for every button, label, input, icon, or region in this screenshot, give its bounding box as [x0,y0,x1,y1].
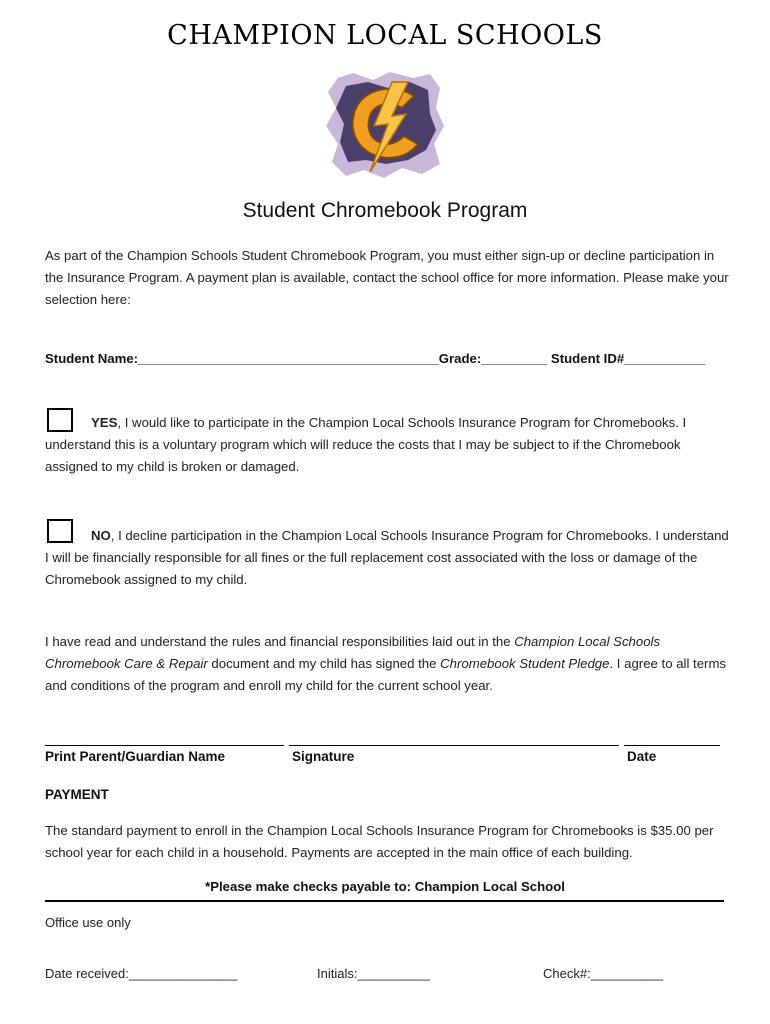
no-description: , I decline participation in the Champion Local Schools Insurance Program for Chromebooks. I understand I will be financially responsible for all fines or the full replacement cost associated with the loss or damage of the Chromebook assigned to my child. [45,528,729,587]
date-line[interactable] [624,745,720,746]
agreement-paragraph [45,631,735,697]
intro-paragraph: As part of the Champion Schools Student Chromebook Program, you must either sign-up or decline participation in the Insurance Program. A payment plan is available, contact the school office for more information. Please make your selection here: [45,248,729,307]
agreement-text-1: I have read and understand the rules and financial responsibilities laid out in the [45,634,515,649]
payment-heading: PAYMENT [45,787,109,802]
student-pledge-doc-title: Chromebook Student Pledge [440,656,610,671]
date-received-field[interactable]: Date received:_______________ [45,966,238,981]
yes-option-text [45,412,735,478]
date-label: Date [627,749,657,764]
agreement-text-2: document and my child has signed the [207,656,441,671]
agreement-text-3: . I agree to all terms and conditions of the program and enroll my child for the current school year. [45,656,727,693]
payment-text: The standard payment to enroll in the Champion Local Schools Insurance Program for Chromebooks is $35.00 per school year for each child in a household. Payments are accepted in the main office of each building. [45,823,714,860]
parent-name-line[interactable] [45,745,284,746]
champion-c-lightning-logo-icon [318,68,448,182]
yes-label: YES [91,415,118,430]
signature-label: Signature [292,749,355,764]
initials-field[interactable]: Initials:__________ [317,966,430,981]
office-use-label: Office use only [45,915,131,930]
page-title: CHAMPION LOCAL SCHOOLS [167,20,603,51]
student-info-line[interactable]: Student Name:_________________________________________Grade:_________ Student ID#___________ [45,351,705,366]
no-option-text [45,525,735,591]
signature-line[interactable] [289,745,619,746]
care-repair-doc-title: Champion Local Schools Chromebook Care & Repair [45,634,661,671]
no-label: NO [91,528,111,543]
yes-description: , I would like to participate in the Champion Local Schools Insurance Program for Chromebooks. I understand this is a voluntary program which will reduce the costs that I may be subject to if the Chromebook assigned to my child is broken or damaged. [45,415,687,474]
office-divider [45,900,724,902]
checks-payable-note: *Please make checks payable to: Champion Local School [205,879,565,894]
check-number-field[interactable]: Check#:__________ [543,966,663,981]
form-subtitle: Student Chromebook Program [242,199,528,222]
parent-name-label: Print Parent/Guardian Name [45,749,226,764]
